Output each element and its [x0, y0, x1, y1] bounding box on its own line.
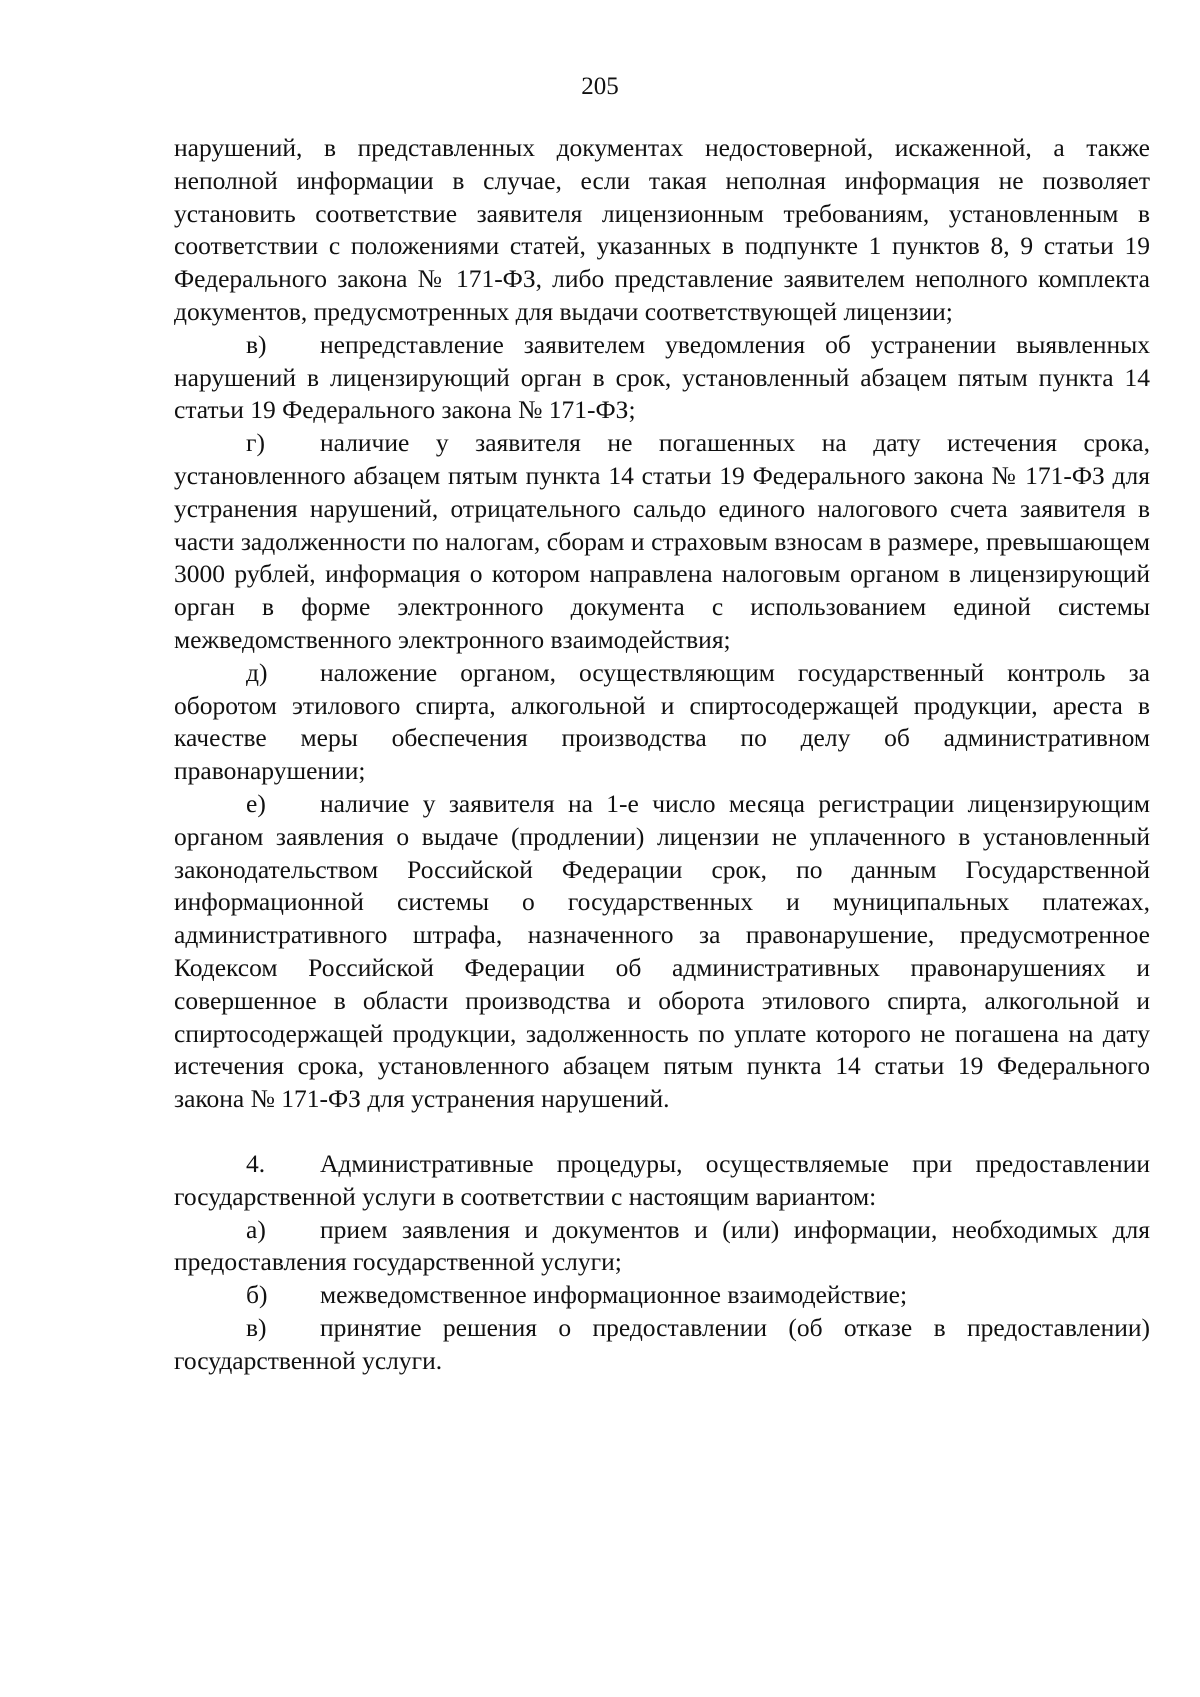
- list-item: [174, 657, 1150, 788]
- list-item: [174, 1214, 1150, 1280]
- list-item: [174, 788, 1150, 1116]
- section-text: Административные процедуры, осуществляемые при предоставлении государственной услуги в соответствии с настоящим вариантом:: [174, 1148, 1150, 1211]
- section-heading: [174, 1148, 1150, 1214]
- list-item-marker: д): [246, 657, 268, 687]
- list-item-marker: в): [246, 329, 267, 359]
- list-item: [174, 427, 1150, 657]
- list-item-text: принятие решения о предоставлении (об отказе в предоставлении) государственной услуги.: [174, 1312, 1150, 1375]
- list-item-text: межведомственное информационное взаимодействие;: [320, 1280, 908, 1310]
- list-item-text: непредставление заявителем уведомления об устранении выявленных нарушений в лицензирующий орган в срок, установленный абзацем пятым пункта 14 статьи 19 Федерального закона № 171-ФЗ;: [174, 329, 1150, 425]
- list-item-marker: е): [246, 788, 266, 818]
- paragraph-gap: [174, 1116, 1150, 1148]
- list-item-text: наличие у заявителя на 1-е число месяца регистрации лицензирующим органом заявления о выдаче (продлении) лицензии не уплаченного в установленный законодательством Российской Федерации срок, по данным Государственной информационной системы о государственных и муниципальных платежах, административного штрафа, назначенного за правонарушение, предусмотренное Кодексом Российской Федерации об административных правонарушениях и совершенное в области производства и оборота этилового спирта, алкогольной и спиртосодержащей продукции, задолженность по уплате которого не погашена на дату истечения срока, установленного абзацем пятым пункта 14 статьи 19 Федерального закона № 171-ФЗ для устранения нарушений.: [174, 788, 1150, 1114]
- list-item: [174, 329, 1150, 427]
- list-item-text: наложение органом, осуществляющим государственный контроль за оборотом этилового спирта, алкогольной и спиртосодержащей продукции, ареста в качестве меры обеспечения производства по делу об административном правонарушении;: [174, 657, 1150, 786]
- section-number: 4.: [246, 1148, 266, 1178]
- continuation-paragraph: нарушений, в представленных документах недостоверной, искаженной, а также неполной информации в случае, если такая неполная информация не позволяет установить соответствие заявителя лицензионным требованиям, установленным в соответствии с положениями статей, указанных в подпункте 1 пунктов 8, 9 статьи 19 Федерального закона № 171-ФЗ, либо представление заявителем неполного комплекта документов, предусмотренных для выдачи соответствующей лицензии;: [174, 133, 1150, 326]
- list-item-marker: г): [246, 428, 265, 458]
- list-item-text: наличие у заявителя не погашенных на дату истечения срока, установленного абзацем пятым пункта 14 статьи 19 Федерального закона № 171-ФЗ для устранения нарушений, отрицательного сальдо единого налогового счета заявителя в части задолженности по налогам, сборам и страховым взносам в размере, превышающем 3000 рублей, информация о котором направлена налоговым органом в лицензирующий орган в форме электронного документа с использованием единой системы межведомственного электронного взаимодействия;: [174, 428, 1150, 654]
- list-item: [174, 1279, 1150, 1312]
- list-item-marker: в): [246, 1312, 267, 1342]
- document-body: [174, 132, 1150, 1377]
- list-item-marker: а): [246, 1214, 266, 1244]
- list-item-text: прием заявления и документов и (или) информации, необходимых для предоставления государственной услуги;: [174, 1214, 1150, 1277]
- list-item-marker: б): [246, 1280, 268, 1310]
- list-item: [174, 1312, 1150, 1378]
- page-number: 205: [581, 73, 619, 100]
